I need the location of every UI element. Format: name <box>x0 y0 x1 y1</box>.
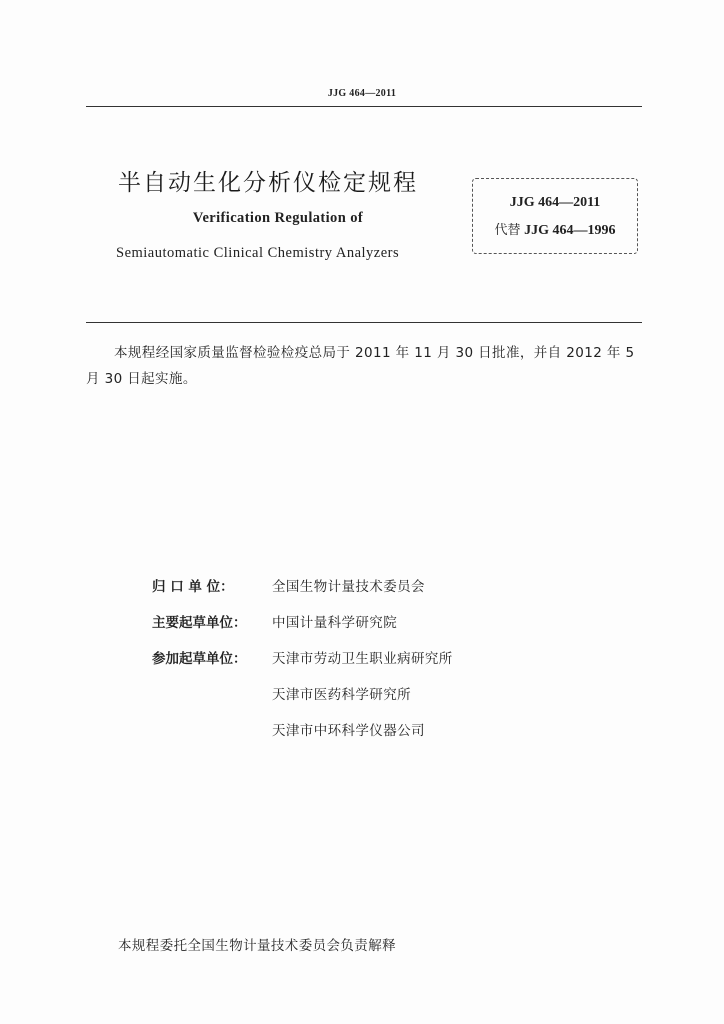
responsible-unit-label: 归 口 单 位： <box>152 579 234 595</box>
title-english-line-2: Semiautomatic Clinical Chemistry Analyzers <box>116 245 400 261</box>
standard-code: JJG 464—2011 <box>509 195 601 210</box>
title-english-line-1: Verification Regulation of <box>192 210 364 226</box>
replaces-line <box>473 219 637 239</box>
responsible-unit-value: 全国生物计量技术委员会 <box>272 579 425 595</box>
running-header: JJG 464—2011 <box>327 88 397 99</box>
co-drafter-label: 参加起草单位： <box>152 651 247 667</box>
interpretation-note: 本规程委托全国生物计量技术委员会负责解释 <box>118 938 396 954</box>
main-drafter-label: 主要起草单位： <box>152 615 247 631</box>
replaces-prefix: 代替 <box>494 223 521 238</box>
header-rule <box>86 106 642 107</box>
approval-statement: 本规程经国家质量监督检验检疫总局于 2011 年 11 月 30 日批准，并自 2012 年 5 月 30 日起实施。 <box>86 345 635 387</box>
standard-code-box <box>472 178 638 254</box>
co-drafter-value: 天津市劳动卫生职业病研究所 <box>272 651 453 667</box>
title-chinese: 半自动生化分析仪检定规程 <box>118 170 418 196</box>
co-drafter-value: 天津市中环科学仪器公司 <box>272 723 425 739</box>
main-drafter-value: 中国计量科学研究院 <box>272 615 398 631</box>
section-rule <box>86 322 642 323</box>
replaces-code: JJG 464—1996 <box>524 223 616 238</box>
co-drafter-value: 天津市医药科学研究所 <box>272 687 411 703</box>
